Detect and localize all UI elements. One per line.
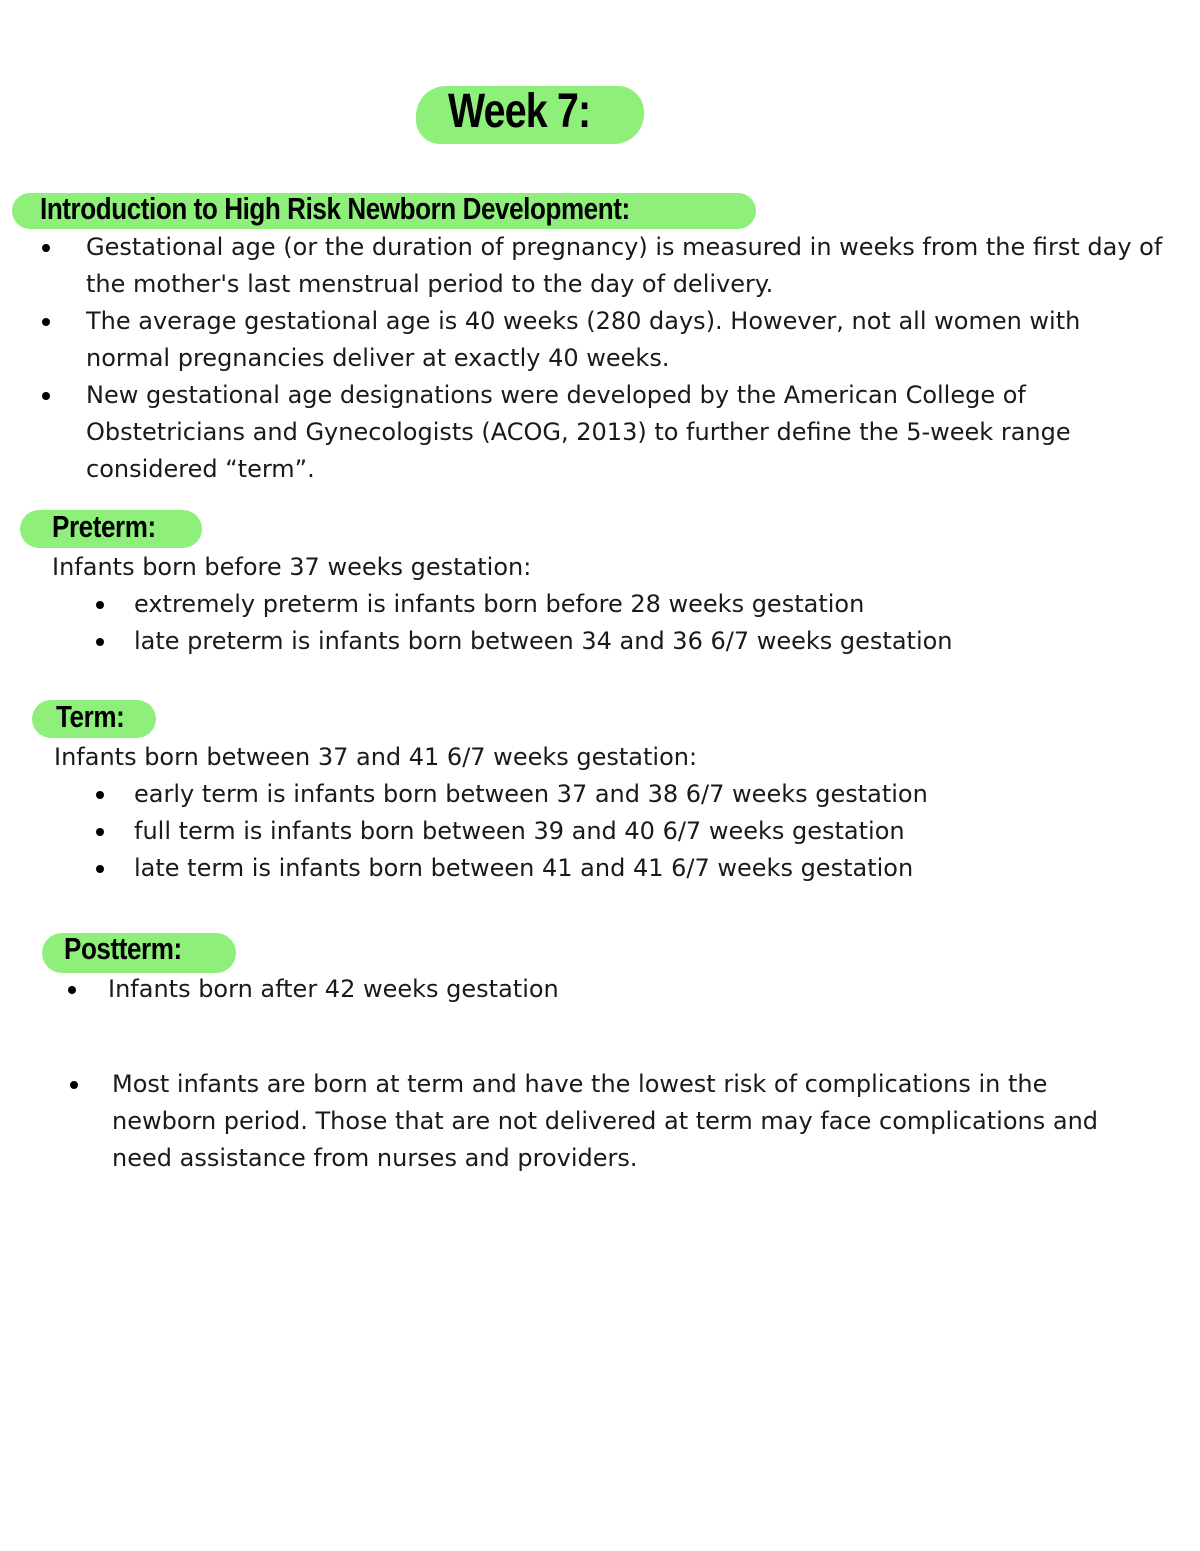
bullet-icon: [96, 601, 104, 609]
bullet-icon: [68, 986, 76, 994]
postterm-list: [108, 971, 1108, 1008]
intro-bullet-2: The average gestational age is 40 weeks (280 days). However, not all women with normal pregnancies deliver at exactly 40 weeks.: [86, 307, 1081, 372]
preterm-bullet-2: late preterm is infants born between 34 and 36 6/7 weeks gestation: [134, 627, 953, 655]
bullet-icon: [96, 638, 104, 646]
intro-heading: Introduction to High Risk Newborn Development:: [40, 191, 630, 226]
bullet-icon: [42, 392, 50, 400]
term-bullet-2: full term is infants born between 39 and 40 6/7 weeks gestation: [134, 817, 905, 845]
term-lead: Infants born between 37 and 41 6/7 weeks gestation:: [54, 743, 698, 771]
preterm-lead: Infants born before 37 weeks gestation:: [52, 553, 532, 581]
preterm-heading: Preterm:: [52, 509, 156, 544]
list-item: [86, 229, 1166, 303]
term-bullet-1: early term is infants born between 37 and 38 6/7 weeks gestation: [134, 780, 928, 808]
list-item: [134, 850, 1134, 887]
postterm-heading: Postterm:: [64, 931, 182, 966]
bullet-icon: [42, 318, 50, 326]
term-list: [134, 776, 1134, 887]
bullet-icon: [96, 791, 104, 799]
list-item: [134, 813, 1134, 850]
list-item: [134, 776, 1134, 813]
list-item: [112, 1066, 1142, 1177]
preterm-list: [134, 586, 1134, 660]
preterm-bullet-1: extremely preterm is infants born before 28 weeks gestation: [134, 590, 865, 618]
bullet-icon: [96, 828, 104, 836]
term-heading: Term:: [56, 699, 125, 734]
closing-bullet-1: Most infants are born at term and have the lowest risk of complications in the newborn period. Those that are not delivered at term may face complications and need assistance from nurses and providers.: [112, 1070, 1099, 1172]
list-item: [134, 623, 1134, 660]
bullet-icon: [70, 1081, 78, 1089]
closing-list: [112, 1066, 1142, 1177]
list-item: [86, 377, 1166, 488]
term-bullet-3: late term is infants born between 41 and 41 6/7 weeks gestation: [134, 854, 914, 882]
intro-list: [86, 229, 1166, 488]
bullet-icon: [96, 865, 104, 873]
bullet-icon: [42, 244, 50, 252]
postterm-bullet-1: Infants born after 42 weeks gestation: [108, 975, 559, 1003]
list-item: [108, 971, 1108, 1008]
list-item: [134, 586, 1134, 623]
page-title: Week 7:: [448, 85, 591, 138]
list-item: [86, 303, 1166, 377]
intro-bullet-1: Gestational age (or the duration of pregnancy) is measured in weeks from the first day of the mother's last menstrual period to the day of delivery.: [86, 233, 1163, 298]
intro-bullet-3: New gestational age designations were developed by the American College of Obstetricians and Gynecologists (ACOG, 2013) to further define the 5-week range considered “term”.: [86, 381, 1071, 483]
